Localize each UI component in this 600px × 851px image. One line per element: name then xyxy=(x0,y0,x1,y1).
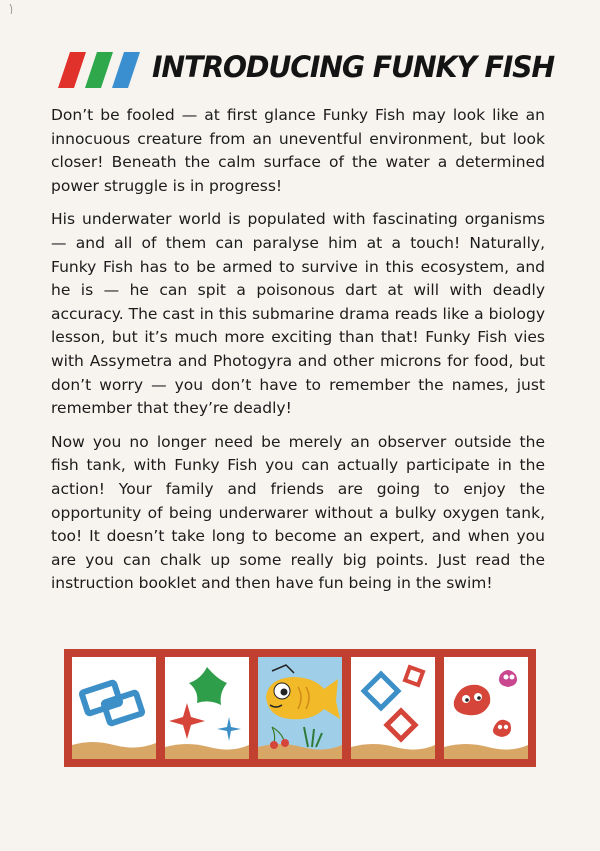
panel-green-red-stars xyxy=(165,657,249,759)
header xyxy=(58,50,568,94)
red-blob-creature-icon xyxy=(454,685,490,715)
red-small-creature-icon xyxy=(493,720,511,737)
stripe-red xyxy=(58,52,86,88)
paragraph-action: Now you no longer need be merely an observer outside the fish tank, with Funky Fish you can actually participate in the action! Your family and friends are going to enjoy the opportunity of being underwarer without a bulky oxygen tank, too! It doesn’t take long to become an expert, and when you are you can chalk up some really big points. Just read the instruction booklet and then have fun being in the swim! xyxy=(51,432,545,593)
panel-blue-rings xyxy=(72,657,156,759)
sand-floor xyxy=(72,742,156,759)
stripe-green xyxy=(85,52,113,88)
sand-floor xyxy=(351,744,435,759)
stripe-blue xyxy=(112,52,140,88)
magenta-blob-creature-icon xyxy=(499,670,517,687)
sand-floor xyxy=(444,744,528,759)
panel-red-blobs xyxy=(444,657,528,759)
paragraph-world: His underwater world is populated with fascinating organisms — and all of them can paralyse him at a touch! Naturally, Funky Fish has to be armed to survive in this ecosystem, and he is — he can spit a poisonous dart at will with deadly accuracy. The cast in this submarine drama reads like a biology lesson, but it’s much more exciting than that! Funky Fish vies with Assymetra and Photogyra and other microns for food, but don’t worry — you don’t have to remember the names, just remember that they’re deadly! xyxy=(51,210,545,418)
blue-diamond-icon xyxy=(364,674,398,708)
fold-mark xyxy=(8,4,16,14)
green-blob-icon xyxy=(189,667,227,705)
title-stripes-logo xyxy=(58,52,140,88)
page-title: INTRODUCING FUNKY FISH xyxy=(152,50,555,84)
body-text xyxy=(51,104,545,606)
blue-rings-icon xyxy=(81,682,142,723)
red-diamond-small-icon xyxy=(405,667,423,685)
blue-star-icon xyxy=(217,717,241,741)
paragraph-intro: Don’t be fooled — at first glance Funky Fish may look like an innocuous creature from an uneventful environment, but look closer! Beneath the calm surface of the water a determined power struggle is in progress! xyxy=(51,106,545,195)
sand-floor xyxy=(165,744,249,759)
red-star-icon xyxy=(169,703,205,739)
panel-blue-red-diamonds xyxy=(351,657,435,759)
panel-funky-fish xyxy=(258,657,342,759)
red-diamond-large-icon xyxy=(387,711,415,739)
illustration-strip xyxy=(64,649,536,767)
